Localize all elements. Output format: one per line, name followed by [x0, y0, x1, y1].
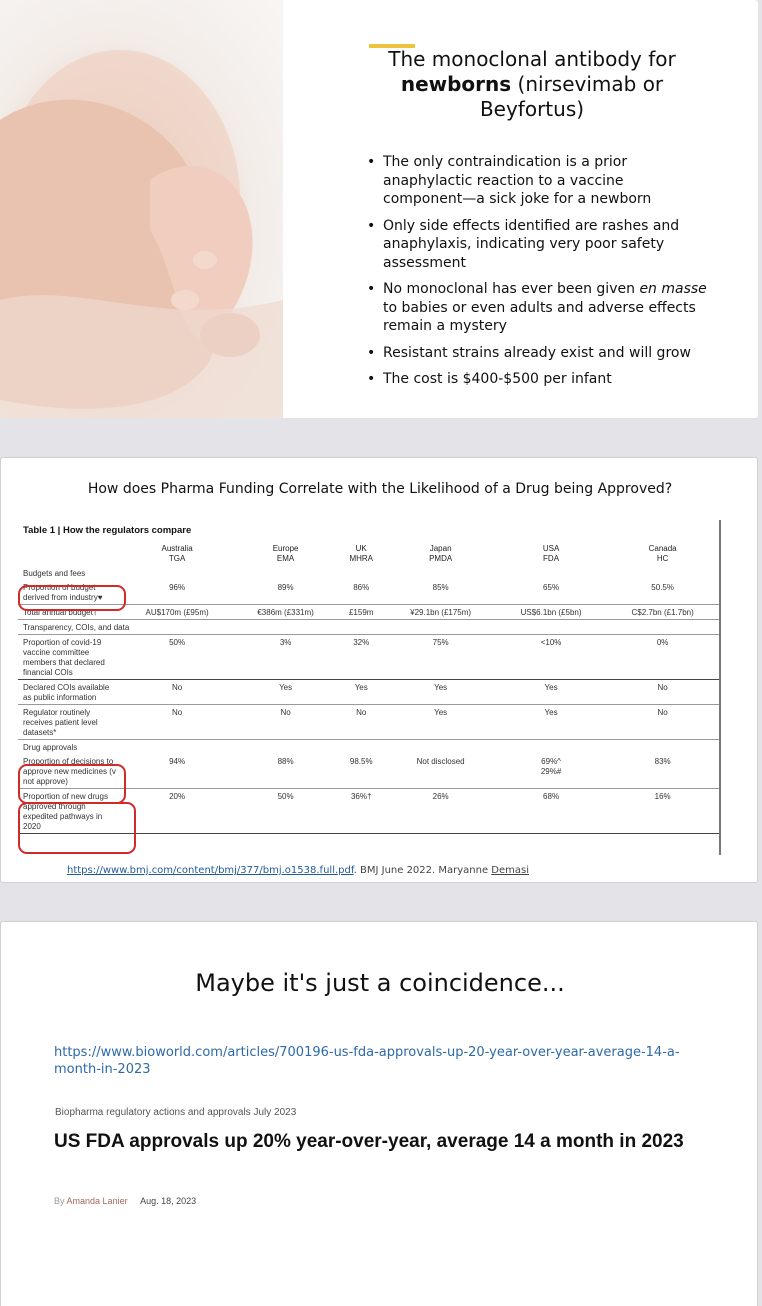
red-circle-decisions-annotation — [18, 764, 126, 804]
byline-by: By — [54, 1196, 65, 1206]
table-cell: 26% — [385, 789, 495, 834]
table-cell: 50% — [120, 635, 234, 680]
table-cell: 50% — [234, 789, 337, 834]
table-cell: 0% — [606, 635, 719, 680]
agency-name: PMDA — [429, 554, 453, 563]
table-cell: US$6.1bn (£5bn) — [496, 605, 606, 620]
byline-author[interactable]: Amanda Lanier — [66, 1196, 128, 1206]
hands-illustration — [0, 0, 283, 418]
table-cell: Yes — [385, 705, 495, 740]
table-cell: <10% — [496, 635, 606, 680]
table-cell: 96% — [120, 580, 234, 605]
table-cell: 75% — [385, 635, 495, 680]
source-author: Demasi — [491, 865, 530, 876]
slide1-title-line1: The monoclonal antibody for — [388, 47, 676, 71]
table-header-empty — [18, 542, 120, 566]
section-row-transparency — [18, 620, 719, 635]
slide1-title — [352, 47, 712, 122]
row-label: Proportion of decisions to approve new medicines (v not approve) — [18, 754, 120, 789]
country-name: Canada — [648, 544, 677, 553]
table-cell: 83% — [606, 754, 719, 789]
table-cell: 68% — [496, 789, 606, 834]
agency-name: EMA — [276, 554, 295, 563]
bullet-item — [367, 280, 707, 336]
bioworld-article-link[interactable]: https://www.bioworld.com/articles/700196-us-fda-approvals-up-20-year-over-year-average-14-a-month-in-2023 — [54, 1045, 680, 1077]
slide2-title: How does Pharma Funding Correlate with the Likelihood of a Drug being Approved? — [87, 481, 673, 497]
article-kicker: Biopharma regulatory actions and approvals July 2023 — [55, 1107, 297, 1118]
table-header-japan — [385, 542, 495, 566]
table-cell: 94% — [120, 754, 234, 789]
table-header-canada — [606, 542, 719, 566]
article-headline: US FDA approvals up 20% year-over-year, average 14 a month in 2023 — [54, 1131, 684, 1152]
slide1-bullet-list — [367, 153, 707, 397]
table-header-uk — [337, 542, 385, 566]
slide1-title-rest: (nirsevimab or — [511, 72, 664, 96]
table-cell: No — [234, 705, 337, 740]
table-cell: €386m (£331m) — [234, 605, 337, 620]
table-cell: 65% — [496, 580, 606, 605]
table-cell: 98.5% — [337, 754, 385, 789]
bullet-item: • Resistant strains already exist and will grow — [367, 344, 707, 363]
table-cell: No — [120, 680, 234, 705]
slide3-title: Maybe it's just a coincidence... — [195, 969, 565, 997]
row-label: Declared COIs available as public information — [18, 680, 120, 705]
section-label: Drug approvals — [23, 743, 78, 752]
table-cell: 86% — [337, 580, 385, 605]
table-caption: Table 1 | How the regulators compare — [23, 525, 192, 536]
table-cell: Yes — [385, 680, 495, 705]
country-name: USA — [542, 544, 560, 553]
section-label: Budgets and fees — [23, 569, 86, 578]
slide-pharma-funding — [0, 457, 758, 883]
table-cell: Yes — [496, 680, 606, 705]
slide1-title-bold: newborns — [400, 72, 512, 96]
table-cell: 88% — [234, 754, 337, 789]
table-right-edge — [719, 520, 721, 855]
row-label: Proportion of covid-19 vaccine committee members that declared financial COIs — [18, 635, 120, 680]
row-label: Regulator routinely receives patient level datasets* — [18, 705, 120, 740]
table-cell: 16% — [606, 789, 719, 834]
row-label: Total annual budget† — [18, 605, 120, 620]
table-row — [18, 680, 719, 705]
bullet3-after: to babies or even adults and adverse effects remain a mystery — [383, 299, 696, 334]
table-cell: No — [606, 680, 719, 705]
table-cell: Yes — [496, 705, 606, 740]
country-name: UK — [355, 544, 367, 553]
agency-name: MHRA — [349, 554, 373, 563]
source-text: . BMJ June 2022. Maryanne — [353, 865, 492, 876]
table-cell: 3% — [234, 635, 337, 680]
table-cell: 32% — [337, 635, 385, 680]
row-label: Proportion of budget derived from industry♥ — [18, 580, 120, 605]
table-row — [18, 705, 719, 740]
article-byline — [54, 1196, 196, 1206]
country-name: Europe — [272, 544, 299, 553]
table-cell: C$2.7bn (£1.7bn) — [606, 605, 719, 620]
table-cell: 36%† — [337, 789, 385, 834]
table-cell: 85% — [385, 580, 495, 605]
table-cell: No — [337, 705, 385, 740]
row-label: Proportion of new drugs approved through expedited pathways in 2020 — [18, 789, 120, 834]
slide2-source — [67, 865, 529, 876]
country-name: Australia — [161, 544, 193, 553]
slide-coincidence — [0, 921, 758, 1306]
bullet-item: • The cost is $400-$500 per infant — [367, 370, 707, 389]
table-cell: ¥29.1bn (£175m) — [385, 605, 495, 620]
agency-name: FDA — [543, 554, 560, 563]
table-cell: £159m — [337, 605, 385, 620]
bullet-item: • The only contraindication is a prior anaphylactic reaction to a vaccine component—a sick joke for a newborn — [367, 153, 707, 209]
table-cell: No — [120, 705, 234, 740]
bullet-item: • Only side effects identified are rashes and anaphylaxis, indicating very poor safety assessment — [367, 217, 707, 273]
slide-monoclonal-antibody — [0, 0, 758, 418]
table-cell: AU$170m (£95m) — [120, 605, 234, 620]
table-cell: No — [606, 705, 719, 740]
usa-approval-value: 69%^ — [541, 757, 561, 766]
table-row — [18, 635, 719, 680]
table-cell: Yes — [234, 680, 337, 705]
section-row-approvals — [18, 740, 719, 755]
baby-hand-photo — [0, 0, 283, 418]
red-circle-budget-annotation — [18, 585, 126, 611]
agency-name: HC — [656, 554, 669, 563]
table-cell: Yes — [337, 680, 385, 705]
byline-date: Aug. 18, 2023 — [140, 1196, 197, 1206]
bullet3-italic: en masse — [639, 281, 707, 297]
slide1-title-line2 — [352, 72, 712, 97]
table-cell: 50.5% — [606, 580, 719, 605]
agency-name: TGA — [168, 554, 186, 563]
usa-approval-extra: 29%# — [540, 767, 562, 776]
regulators-table-figure — [18, 520, 721, 855]
slide1-title-line3: Beyfortus) — [479, 97, 585, 121]
table-header-usa — [496, 542, 606, 566]
bullet3-before: No monoclonal has ever been given — [383, 281, 640, 297]
red-circle-expedited-annotation — [18, 802, 136, 854]
table-cell: 20% — [120, 789, 234, 834]
section-row-budgets — [18, 566, 719, 580]
table-header-europe — [234, 542, 337, 566]
section-label: Transparency, COIs, and data — [18, 620, 719, 635]
table-cell — [496, 754, 606, 789]
table-header-australia — [120, 542, 234, 566]
bmj-source-link[interactable]: https://www.bmj.com/content/bmj/377/bmj.o1538.full.pdf — [67, 865, 354, 876]
table-cell: 89% — [234, 580, 337, 605]
table-cell: Not disclosed — [385, 754, 495, 789]
country-name: Japan — [429, 544, 452, 553]
